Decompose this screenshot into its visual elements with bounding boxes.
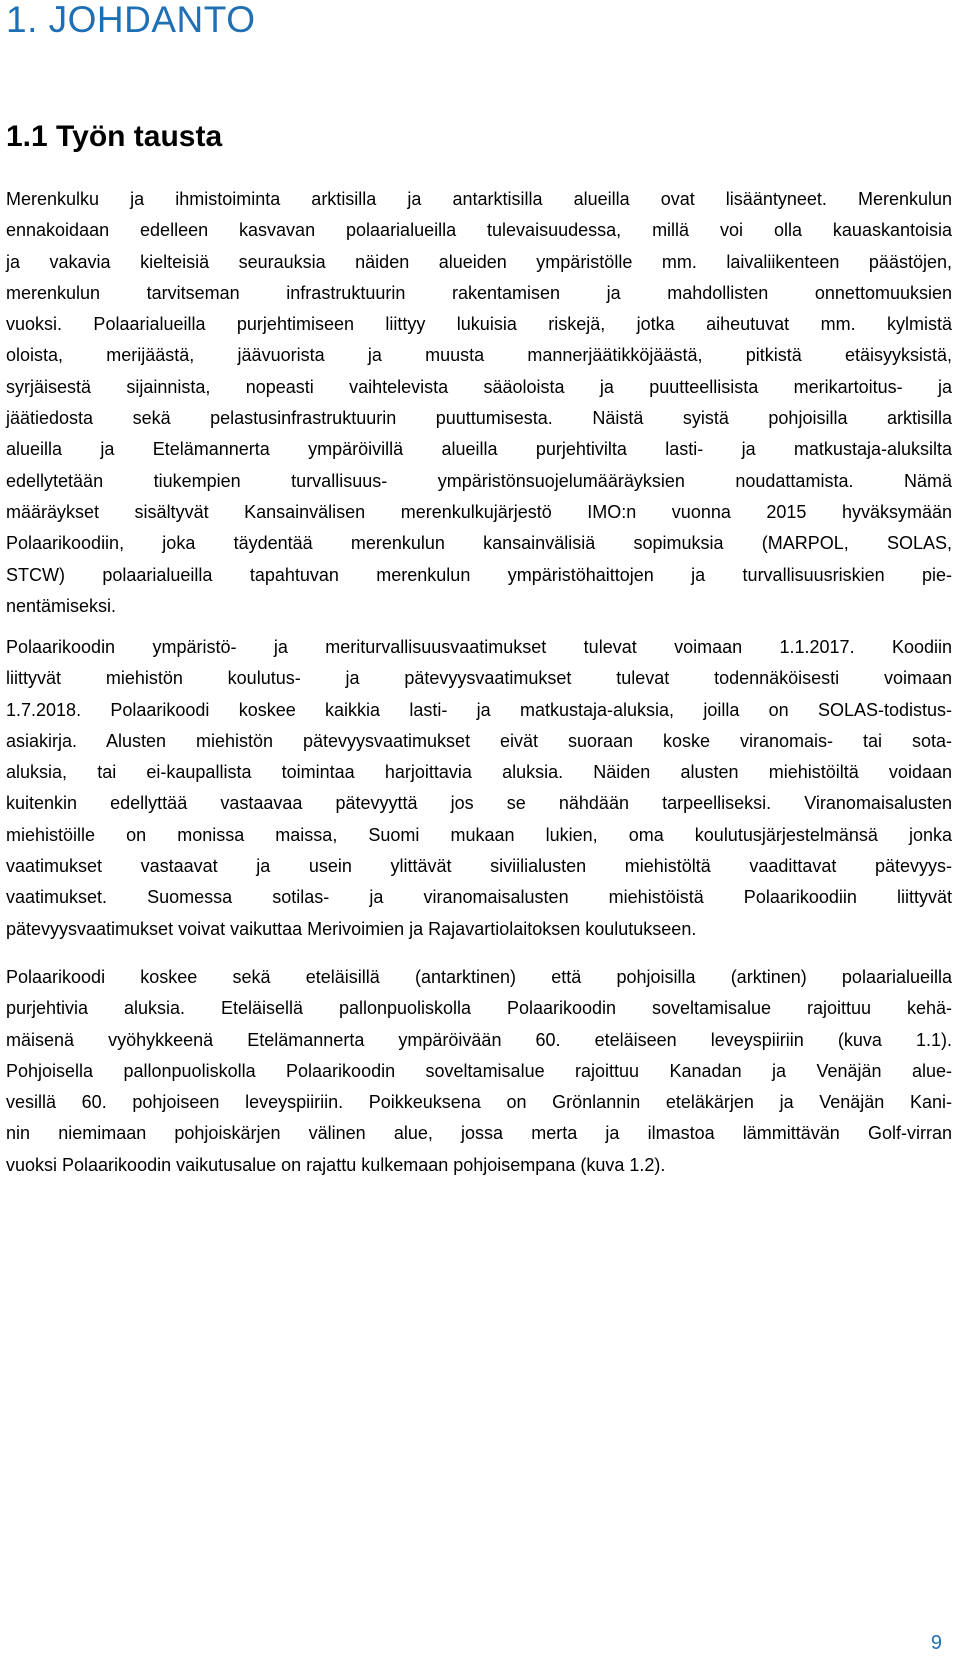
text-line: pätevyysvaatimukset voivat vaikuttaa Merivoimien ja Rajavartiolaitoksen koulutukseen. — [6, 918, 697, 939]
text-line: Pohjoisella pallonpuoliskolla Polaarikoodin soveltamisalue rajoittuu Kanadan ja Venäjän alue- — [6, 1060, 952, 1081]
text-line: syrjäisestä sijainnista, nopeasti vaihtelevista sääoloista ja puutteellisista merikartoitus- ja — [6, 376, 952, 397]
text-line: ennakoidaan edelleen kasvavan polaarialueilla tulevaisuudessa, millä voi olla kauaskantoisia — [6, 220, 952, 241]
text-line: nin niemimaan pohjoiskärjen välinen alue, jossa merta ja ilmastoa lämmittävän Golf-virran — [6, 1123, 952, 1144]
text-line: Polaarikoodiin, joka täydentää merenkulun kansainvälisiä sopimuksia (MARPOL, SOLAS, — [6, 533, 952, 554]
page-number: 9 — [930, 1632, 942, 1654]
text-line: miehistöille on monissa maissa, Suomi mukaan lukien, oma koulutusjärjestelmänsä jonka — [6, 824, 952, 845]
text-line: oloista, merijäästä, jäävuorista ja muusta mannerjäätikköjäästä, pitkistä etäisyyksistä, — [6, 345, 952, 366]
text-line: määräykset sisältyvät Kansainvälisen merenkulkujärjestö IMO:n vuonna 2015 hyväksymään — [6, 501, 952, 522]
text-line: jäätiedosta sekä pelastusinfrastruktuurin puuttumisesta. Näistä syistä pohjoisilla arktisilla — [6, 408, 952, 429]
text-line: liittyvät miehistön koulutus- ja pätevyysvaatimukset tulevat todennäköisesti voimaan — [6, 668, 952, 689]
paragraph-3 — [6, 962, 952, 1181]
text-line: alueilla ja Etelämannerta ympäröivillä alueilla purjehtivilta lasti- ja matkustaja-aluksilta — [6, 439, 952, 460]
text-line: Polaarikoodi koskee sekä eteläisillä (antarktinen) että pohjoisilla (arktinen) polaarialueilla — [6, 967, 952, 987]
text-line: Polaarikoodin ympäristö- ja meriturvallisuusvaatimukset tulevat voimaan 1.1.2017. Koodiin — [6, 637, 952, 657]
text-line: mäisenä vyöhykkeenä Etelämannerta ympäröivään 60. eteläiseen leveyspiiriin (kuva 1.1). — [6, 1029, 952, 1050]
text-line: Merenkulku ja ihmistoiminta arktisilla ja antarktisilla alueilla ovat lisääntyneet. Merenkulun — [6, 189, 952, 209]
text-line: merenkulun tarvitseman infrastruktuurin rakentamisen ja mahdollisten onnettomuuksien — [6, 282, 952, 303]
chapter-title: 1. JOHDANTO — [6, 0, 256, 40]
text-line: vaatimukset vastaavat ja usein ylittävät siviilialusten miehistöltä vaadittavat pätevyys- — [6, 856, 952, 877]
text-line: nentämiseksi. — [6, 595, 117, 616]
paragraph-1 — [6, 184, 952, 622]
text-line: vesillä 60. pohjoiseen leveyspiiriin. Poikkeuksena on Grönlannin eteläkärjen ja Venäjän Kani- — [6, 1092, 952, 1113]
text-line: ja vakavia kielteisiä seurauksia näiden alueiden ympäristölle mm. laivaliikenteen päästöjen, — [6, 251, 952, 272]
text-line: 1.7.2018. Polaarikoodi koskee kaikkia lasti- ja matkustaja-aluksia, joilla on SOLAS-todistus- — [6, 699, 952, 720]
paragraph-2 — [6, 632, 952, 945]
text-line: vaatimukset. Suomessa sotilas- ja viranomaisalusten miehistöistä Polaarikoodiin liittyvät — [6, 887, 952, 908]
section-title: 1.1 Työn tausta — [6, 120, 223, 153]
text-line: vuoksi. Polaarialueilla purjehtimiseen liittyy lukuisia riskejä, jotka aiheutuvat mm. kylmistä — [6, 314, 952, 335]
text-line: edellytetään tiukempien turvallisuus- ympäristönsuojelumääräyksien noudattamista. Nämä — [6, 470, 952, 491]
text-line: STCW) polaarialueilla tapahtuvan merenkulun ympäristöhaittojen ja turvallisuusriskien pie- — [6, 564, 952, 585]
text-line: kuitenkin edellyttää vastaavaa pätevyyttä jos se nähdään tarpeelliseksi. Viranomaisalusten — [6, 793, 952, 814]
text-line: asiakirja. Alusten miehistön pätevyysvaatimukset eivät suoraan koske viranomais- tai sota- — [6, 730, 952, 751]
text-line: aluksia, tai ei-kaupallista toimintaa harjoittavia aluksia. Näiden alusten miehistöiltä voidaan — [6, 762, 952, 783]
text-line: purjehtivia aluksia. Eteläisellä pallonpuoliskolla Polaarikoodin soveltamisalue rajoittuu kehä- — [6, 998, 952, 1019]
text-line: vuoksi Polaarikoodin vaikutusalue on rajattu kulkemaan pohjoisempana (kuva 1.2). — [6, 1154, 666, 1175]
